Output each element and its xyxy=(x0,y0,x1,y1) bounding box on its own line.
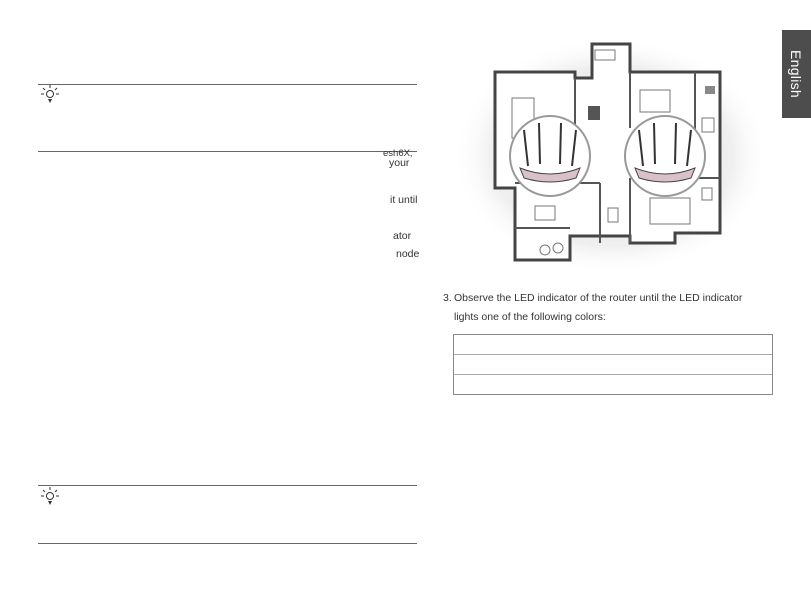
text-fragment-it-until: it until xyxy=(390,194,418,206)
step-3-instruction xyxy=(443,289,773,327)
tip-icon-2 xyxy=(40,486,60,508)
tip-box-1-top-rule xyxy=(38,84,417,85)
step-3-line-1: Observe the LED indicator of the router until the LED indicator xyxy=(454,292,743,304)
tip-box-2-top-rule xyxy=(38,485,417,486)
text-fragment-node: node xyxy=(396,248,420,260)
text-fragment-your: your xyxy=(389,157,410,169)
router-magnifier-right xyxy=(625,116,705,196)
language-tab-label: English xyxy=(788,49,805,99)
language-tab[interactable] xyxy=(782,30,811,118)
step-3-line-2: lights one of the following colors: xyxy=(454,311,606,323)
tip-box-2-bottom-rule xyxy=(38,543,417,544)
table-row xyxy=(454,335,772,355)
tip-icon-1 xyxy=(40,84,60,106)
floor-plan-illustration xyxy=(440,38,760,278)
tip-box-1-bottom-rule xyxy=(38,151,417,152)
table-row xyxy=(454,375,772,395)
text-fragment-model: esh6X, xyxy=(383,148,413,159)
led-indicator-table xyxy=(453,334,773,395)
router-magnifier-left xyxy=(510,116,590,196)
step-number: 3. xyxy=(443,292,452,304)
text-fragment-ator: ator xyxy=(393,230,412,242)
table-row xyxy=(454,355,772,375)
